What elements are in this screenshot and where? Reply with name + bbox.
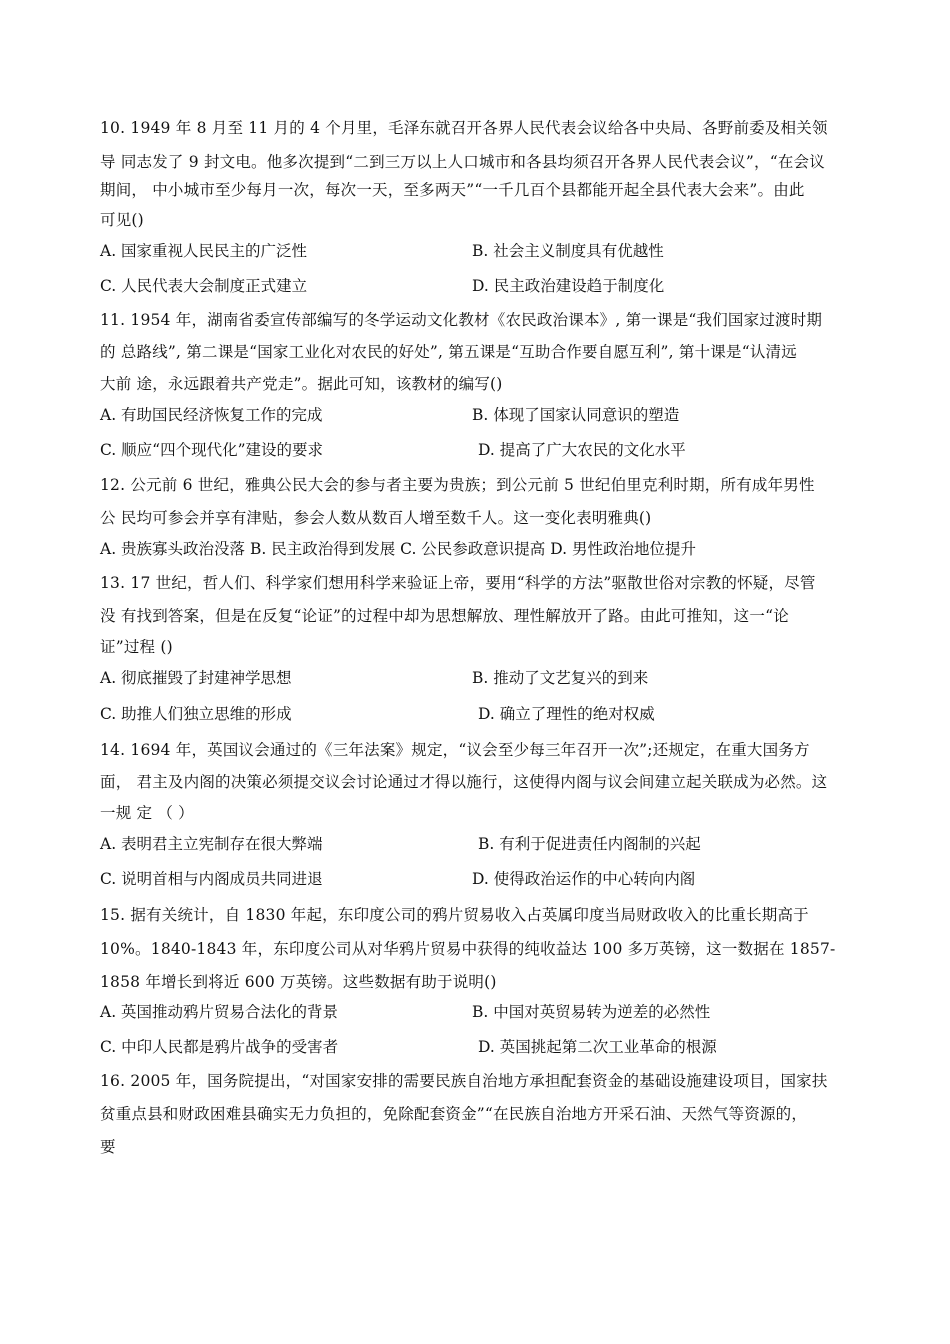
q14-line-1: 14. 1694 年，英国议会通过的《三年法案》规定，“议会至少每三年召开一次”;还规定，在重大国务方 xyxy=(100,741,810,759)
q13-option-b: B. 推动了文艺复兴的到来 xyxy=(472,669,649,687)
q16-line-1: 16. 2005 年，国务院提出，“对国家安排的需要民族自治地方承担配套资金的基础设施建设项目，国家扶 xyxy=(100,1072,828,1090)
q12-options: A. 贵族寡头政治没落 B. 民主政治得到发展 C. 公民参政意识提高 D. 男性政治地位提升 xyxy=(100,540,696,558)
q14-option-c: C. 说明首相与内阁成员共同进退 xyxy=(100,870,323,888)
q11-option-a: A. 有助国民经济恢复工作的完成 xyxy=(100,406,323,424)
q15-line-3: 1858 年增长到将近 600 万英镑。这些数据有助于说明() xyxy=(100,973,497,991)
q13-line-3: 证”过程 () xyxy=(100,638,173,656)
q14-option-d: D. 使得政治运作的中心转向内阁 xyxy=(472,870,696,888)
q11-line-2: 的 总路线”, 第二课是“国家工业化对农民的好处”, 第五课是“互助合作要自愿互利”, 第十课是“认清远 xyxy=(100,343,797,361)
q10-line-4: 可见() xyxy=(100,211,144,229)
q16-line-3: 要 xyxy=(100,1138,116,1156)
q13-option-a: A. 彻底摧毁了封建神学思想 xyxy=(100,669,292,687)
q10-option-d: D. 民主政治建设趋于制度化 xyxy=(472,277,665,295)
q11-line-3: 大前 途，永远跟着共产党走”。据此可知，该教材的编写() xyxy=(100,375,503,393)
q11-line-1: 11. 1954 年，湖南省委宣传部编写的冬学运动文化教材《农民政治课本》, 第一课是“我们国家过渡时期 xyxy=(100,311,823,329)
q10-line-2: 导 同志发了 9 封文电。他多次提到“二到三万以上人口城市和各县均须召开各界人民代表会议”，“在会议 xyxy=(100,153,825,171)
q10-line-3: 期间， 中小城市至少每月一次，每次一天，至多两天”“一千几百个县都能开起全县代表大会来”。由此 xyxy=(100,181,805,199)
q13-line-1: 13. 17 世纪，哲人们、科学家们想用科学来验证上帝，要用“科学的方法”驱散世俗对宗教的怀疑，尽管 xyxy=(100,574,816,592)
q14-line-3: 一规 定 （ ） xyxy=(100,804,194,822)
q11-option-b: B. 体现了国家认同意识的塑造 xyxy=(472,406,680,424)
q11-option-c: C. 顺应“四个现代化”建设的要求 xyxy=(100,441,324,459)
q13-option-d: D. 确立了理性的绝对权威 xyxy=(478,705,655,723)
q15-option-b: B. 中国对英贸易转为逆差的必然性 xyxy=(472,1003,711,1021)
q15-line-2: 10%。1840-1843 年，东印度公司从对华鸦片贸易中获得的纯收益达 100 多万英镑，这一数据在 1857- xyxy=(100,940,836,958)
q10-option-b: B. 社会主义制度具有优越性 xyxy=(472,242,664,260)
q14-line-2: 面， 君主及内阁的决策必须提交议会讨论通过才得以施行，这使得内阁与议会间建立起关联成为必然。这 xyxy=(100,773,828,791)
q15-line-1: 15. 据有关统计，自 1830 年起，东印度公司的鸦片贸易收入占英属印度当局财政收入的比重长期高于 xyxy=(100,906,809,924)
q13-line-2: 没 有找到答案，但是在反复“论证”的过程中却为思想解放、理性解放开了路。由此可推知，这一“论 xyxy=(100,607,789,625)
q16-line-2: 贫重点县和财政困难县确实无力负担的，免除配套资金”“在民族自治地方开采石油、天然气等资源的， xyxy=(100,1105,808,1123)
q14-option-b: B. 有利于促进责任内阁制的兴起 xyxy=(478,835,701,853)
q11-option-d: D. 提高了广大农民的文化水平 xyxy=(478,441,686,459)
q10-line-1: 10. 1949 年 8 月至 11 月的 4 个月里，毛泽东就召开各界人民代表会议给各中央局、各野前委及相关领 xyxy=(100,119,828,137)
q15-option-a: A. 英国推动鸦片贸易合法化的背景 xyxy=(100,1003,339,1021)
q10-option-c: C. 人民代表大会制度正式建立 xyxy=(100,277,308,295)
q12-line-1: 12. 公元前 6 世纪，雅典公民大会的参与者主要为贵族；到公元前 5 世纪伯里克利时期，所有成年男性 xyxy=(100,476,815,494)
q15-option-c: C. 中印人民都是鸦片战争的受害者 xyxy=(100,1038,339,1056)
q14-option-a: A. 表明君主立宪制存在很大弊端 xyxy=(100,835,323,853)
q10-option-a: A. 国家重视人民民主的广泛性 xyxy=(100,242,308,260)
q13-option-c: C. 助推人们独立思维的形成 xyxy=(100,705,292,723)
q12-line-2: 公 民均可参会并享有津贴，参会人数从数百人增至数千人。这一变化表明雅典() xyxy=(100,509,652,527)
q15-option-d: D. 英国挑起第二次工业革命的根源 xyxy=(478,1038,717,1056)
